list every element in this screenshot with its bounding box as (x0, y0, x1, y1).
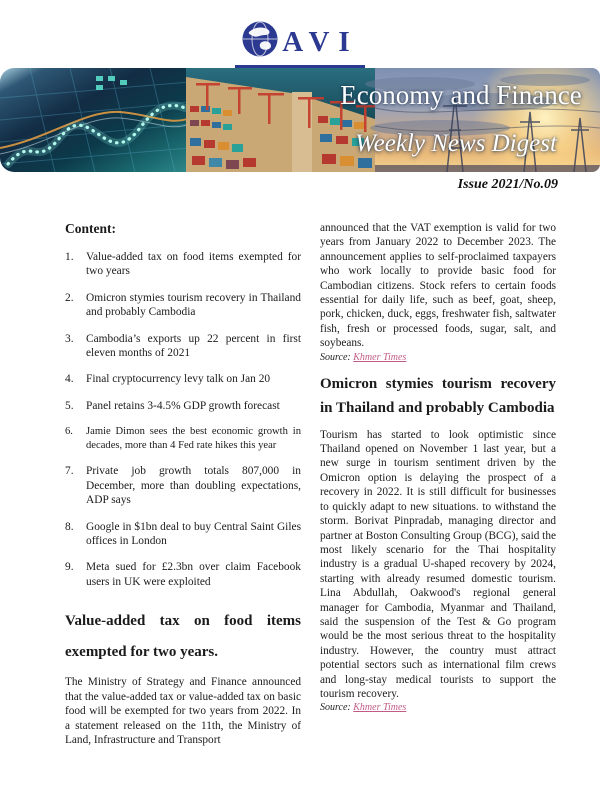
content-item-3 (65, 332, 301, 361)
content-item-8 (65, 520, 301, 549)
article2-body: Tourism has started to look optimistic since Thailand opened on November 1 last year, but a new surge in tourism sentiment driven by the Omicron option is delaying the prospect of a recovery in 2022. It is still difficult for businesses to quickly adapt to new situations. to withstand the storm. Borivat Pinpradab, managing director and partner at Boston Consulting Group (BCG), said the most likely scenario for the Thai hospitality industry is a gradual U-shaped recovery by 2024, starting with already resumed domestic tourism. Lina Abdullah, Oakwood's regional general manager for Cambodia, Myanmar and Thailand, said the suspension of the Test & Go program would be the most serious threat to the hospitality industry. However, the country must attract potential sectors such as international film crews and long-stay medical tourists to support the tourism recovery. (320, 428, 556, 700)
source-link-khmer-times[interactable]: Khmer Times (353, 702, 407, 714)
item-number: 4. (65, 373, 74, 386)
right-column (320, 221, 556, 747)
item-text: Jamie Dimon sees the best economic growth in decades, more than 4 Fed rate hikes this year (86, 426, 301, 451)
content-item-9 (65, 560, 301, 589)
item-text: Private job growth totals 807,000 in December, more than doubling expectations, ADP says (86, 465, 301, 507)
article-columns (65, 221, 557, 747)
banner-subtitle: Weekly News Digest (355, 130, 557, 157)
source-label: Source: (320, 702, 351, 714)
issue-number: Issue 2021/No.09 (457, 177, 558, 192)
item-text: Meta sued for £2.3bn over claim Facebook users in UK were exploited (86, 561, 301, 588)
item-number: 2. (65, 291, 74, 304)
article2-heading: Omicron stymies tourism recovery in Thailand and probably Cambodia (320, 375, 556, 416)
globe-icon (241, 20, 279, 63)
banner-title: Economy and Finance (340, 80, 582, 110)
content-item-7 (65, 464, 301, 507)
article1-heading: Value-added tax on food items exempted for two years. (65, 613, 301, 661)
content-item-2 (65, 291, 301, 320)
item-number: 9. (65, 561, 74, 574)
item-number: 6. (65, 426, 73, 438)
source-link-khmer-times[interactable]: Khmer Times (353, 351, 407, 363)
left-column (65, 221, 301, 747)
item-number: 8. (65, 520, 74, 533)
content-heading: Content: (65, 221, 116, 236)
item-number: 5. (65, 399, 74, 412)
item-text: Cambodia’s exports up 22 percent in first eleven months of 2021 (86, 332, 301, 360)
content-item-4 (65, 372, 301, 386)
item-number: 1. (65, 251, 74, 263)
banner-image (0, 68, 600, 172)
content-item-6 (65, 425, 301, 452)
article1-body-left: The Ministry of Strategy and Finance announced that the value-added tax or value-added tax on basic food will be exempted for two years from 2022. In a statement released on the 11th, the Ministry of Land, Infrastructure and Transport (65, 676, 301, 746)
item-text: Omicron stymies tourism recovery in Thailand and probably Cambodia (86, 291, 301, 319)
item-text: Google in $1bn deal to buy Central Saint Giles offices in London (86, 520, 301, 548)
content-item-5 (65, 399, 301, 413)
article1-body-continuation: announced that the VAT exemption is valid for two years from January 2022 to December 2023. The announcement applies to self-proclaimed taxpayers who work locally to provide basic food for Cambodian citizens. Stock refers to certain foods essential for daily life, such as beef, goat, sheep, pork, chicken, duck, eggs, freshwater fish, saltwater fish, fresh or processed foods, sugar, salt, and soybeans. (320, 222, 556, 350)
source-label: Source: (320, 351, 351, 363)
logo-acronym: AVI (282, 26, 359, 58)
source-line-2 (320, 702, 556, 713)
content-item-1 (65, 250, 301, 279)
item-text: Value-added tax on food items exempted for two years (86, 251, 301, 278)
item-text: Final cryptocurrency levy talk on Jan 20 (86, 373, 271, 386)
content-list (65, 250, 301, 589)
source-line-1 (320, 352, 556, 363)
item-number: 7. (65, 465, 74, 478)
item-text: Panel retains 3-4.5% GDP growth forecast (86, 399, 280, 412)
item-number: 3. (65, 332, 74, 345)
